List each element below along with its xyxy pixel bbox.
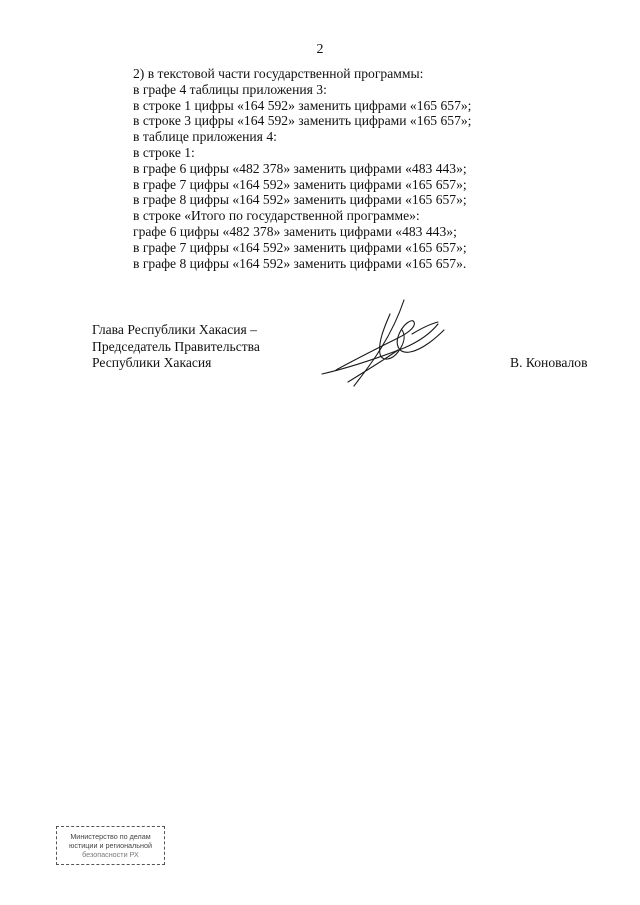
handwritten-signature [318, 298, 468, 393]
stamp-line: Министерство по делам [70, 832, 151, 841]
signatory-title-line: Председатель Правительства [92, 338, 260, 354]
registration-stamp [56, 826, 165, 865]
amendment-line: в графе 8 цифры «164 592» заменить цифрами «165 657». [133, 255, 467, 271]
stamp-line: безопасности РХ [82, 850, 139, 859]
amendment-line: в строке «Итого по государственной программе»: [133, 208, 420, 224]
signatory-title-line: Глава Республики Хакасия – [92, 322, 257, 337]
signatory-title [92, 322, 260, 372]
amendment-line: в строке 3 цифры «164 592» заменить цифрами «165 657»; [133, 113, 472, 129]
amendment-line: графе 6 цифры «482 378» заменить цифрами «483 443»; [133, 223, 457, 239]
signatory-name: В. Коновалов [510, 355, 588, 370]
amendment-line: в строке 1: [133, 144, 195, 160]
amendment-line: в таблице приложения 4: [133, 129, 277, 145]
amendment-line: в графе 8 цифры «164 592» заменить цифрами «165 657»; [133, 192, 467, 208]
amendment-line: в строке 1 цифры «164 592» заменить цифрами «165 657»; [133, 97, 472, 113]
amendment-line: в графе 7 цифры «164 592» заменить цифрами «165 657»; [133, 239, 467, 255]
amendment-line: в графе 4 таблицы приложения 3: [133, 81, 327, 97]
stamp-line: юстиции и региональной [69, 841, 152, 850]
page-number: 2 [316, 42, 324, 57]
amendment-line: в графе 6 цифры «482 378» заменить цифрами «483 443»; [133, 160, 467, 176]
amendment-line: в графе 7 цифры «164 592» заменить цифрами «165 657»; [133, 176, 467, 192]
signatory-title-line: Республики Хакасия [92, 355, 212, 370]
amendment-line: 2) в текстовой части государственной программы: [133, 66, 424, 81]
amendment-text [133, 66, 553, 271]
